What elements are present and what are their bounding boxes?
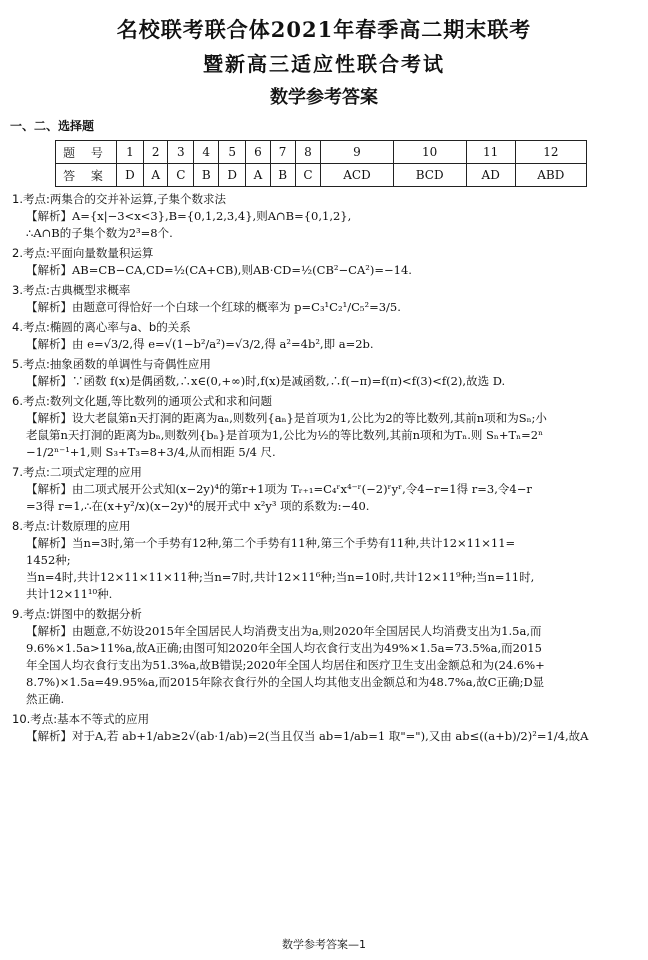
analysis-line: 1452种; — [26, 553, 71, 567]
solution-item — [12, 191, 636, 242]
question-number-row — [56, 141, 587, 164]
answer-cell: ABD — [515, 164, 586, 187]
topic-line: 1.考点:两集合的交并补运算,子集个数求法 — [12, 192, 227, 206]
topic-line: 2.考点:平面向量数量积运算 — [12, 246, 154, 260]
answer-key-title: 数学参考答案 — [270, 87, 378, 108]
analysis-line: 8.7%)×1.5a=49.95%a,而2015年除衣食行外的全国人均其他支出金额总和为48.7%a,故C正确;D显 — [26, 675, 545, 689]
analysis-line: 【解析】对于A,若 ab+1/ab≥2√(ab·1/ab)=2(当且仅当 ab=1/ab=1 取"="),又由 ab≤((a+b)/2)²=1/4,故A — [26, 729, 589, 743]
topic-line: 6.考点:数列文化题,等比数列的通项公式和求和问题 — [12, 394, 272, 408]
analysis-line: 【解析】当n=3时,第一个手势有12种,第二个手势有11种,第三个手势有11种,共计12×11×11= — [26, 536, 516, 550]
question-number: 11 — [466, 141, 515, 164]
question-number: 12 — [515, 141, 586, 164]
analysis-line: 【解析】AB=CB−CA,CD=½(CA+CB),则AB·CD=½(CB²−CA²)=−14. — [26, 263, 412, 277]
answer-cell: BCD — [393, 164, 466, 187]
answer-cell: B — [270, 164, 295, 187]
solution-item — [12, 518, 636, 603]
solutions-body — [12, 191, 636, 745]
row-label: 答 案 — [56, 164, 117, 187]
solution-item — [12, 711, 636, 745]
analysis-line: 9.6%×1.5a>11%a,故A正确;由图可知2020年全国人均衣食行支出为49%×1.5a=73.5%a,而2015 — [26, 641, 542, 655]
answer-cell: D — [117, 164, 144, 187]
topic-line: 3.考点:古典概型求概率 — [12, 283, 131, 297]
solution-item — [12, 356, 636, 390]
answer-cell: C — [168, 164, 194, 187]
exam-title: 名校联考联合体2021年春季高二期末联考 — [116, 17, 532, 42]
topic-line: 5.考点:抽象函数的单调性与奇偶性应用 — [12, 357, 211, 371]
analysis-line: 【解析】由 e=√3/2,得 e=√(1−b²/a²)=√3/2,得 a²=4b²,即 a=2b. — [26, 337, 374, 351]
answer-cell: A — [246, 164, 271, 187]
analysis-line: =3得 r=1,∴在(x+y²/x)(x−2y)⁴的展开式中 x²y³ 项的系数为:−40. — [26, 499, 370, 513]
analysis-line: −1/2ⁿ⁻¹+1,则 S₃+T₃=8+3/4,从而相距 5/4 尺. — [26, 445, 276, 459]
row-label: 题 号 — [56, 141, 117, 164]
analysis-line: ∴A∩B的子集个数为2³=8个. — [26, 226, 173, 240]
question-number: 1 — [117, 141, 144, 164]
solution-item — [12, 393, 636, 461]
topic-line: 8.考点:计数原理的应用 — [12, 519, 131, 533]
answer-cell: B — [194, 164, 219, 187]
solution-item — [12, 282, 636, 316]
question-number: 3 — [168, 141, 194, 164]
topic-line: 9.考点:饼图中的数据分析 — [12, 607, 142, 621]
answer-cell: AD — [466, 164, 515, 187]
topic-line: 7.考点:二项式定理的应用 — [12, 465, 142, 479]
analysis-line: 然正确. — [26, 692, 65, 706]
section-heading: 一、二、选择题 — [10, 119, 95, 133]
solution-item — [12, 319, 636, 353]
topic-line: 4.考点:椭圆的离心率与a、b的关系 — [12, 320, 191, 334]
page-header — [0, 14, 648, 109]
exam-subtitle: 暨新高三适应性联合考试 — [203, 52, 445, 76]
question-number: 8 — [295, 141, 321, 164]
analysis-line: 年全国人均衣食行支出为51.3%a,故B错误;2020年全国人均居住和医疗卫生支出金额总和为(24.6%+ — [26, 658, 545, 672]
analysis-line: 当n=4时,共计12×11×11×11种;当n=7时,共计12×11⁶种;当n=10时,共计12×11⁹种;当n=11时, — [26, 570, 535, 584]
question-number: 9 — [321, 141, 393, 164]
analysis-line: 【解析】A={x|−3<x<3},B={0,1,2,3,4},则A∩B={0,1,2}, — [26, 209, 352, 223]
question-number: 5 — [219, 141, 246, 164]
analysis-line: 共计12×11¹⁰种. — [26, 587, 113, 601]
answer-row — [56, 164, 587, 187]
question-number: 7 — [270, 141, 295, 164]
answer-cell: A — [143, 164, 168, 187]
question-number: 4 — [194, 141, 219, 164]
solution-item — [12, 606, 636, 708]
answer-cell: ACD — [321, 164, 393, 187]
analysis-line: 【解析】由题意可得恰好一个白球一个红球的概率为 p=C₃¹C₂¹/C₅²=3/5. — [26, 300, 401, 314]
analysis-line: 老鼠第n天打洞的距离为bₙ,则数列{bₙ}是首项为1,公比为½的等比数列,其前n项和为Tₙ.则 Sₙ+Tₙ=2ⁿ — [26, 428, 544, 442]
analysis-line: 【解析】由二项式展开公式知(x−2y)⁴的第r+1项为 Tᵣ₊₁=C₄ʳx⁴⁻ʳ(−2)ʳyʳ,令4−r=1得 r=3,令4−r — [26, 482, 532, 496]
answer-cell: C — [295, 164, 321, 187]
answer-cell: D — [219, 164, 246, 187]
question-number: 2 — [143, 141, 168, 164]
solution-item — [12, 245, 636, 279]
question-number: 10 — [393, 141, 466, 164]
answer-table — [55, 140, 587, 187]
analysis-line: 【解析】设大老鼠第n天打洞的距离为aₙ,则数列{aₙ}是首项为1,公比为2的等比数列,其前n项和为Sₙ;小 — [26, 411, 547, 425]
topic-line: 10.考点:基本不等式的应用 — [12, 712, 150, 726]
analysis-line: 【解析】由题意,不妨设2015年全国居民人均消费支出为a,则2020年全国居民人均消费支出为1.5a,而 — [26, 624, 542, 638]
analysis-line: 【解析】∵函数 f(x)是偶函数,∴x∈(0,+∞)时,f(x)是减函数,∴f(−π)=f(π)<f(3)<f(2),故选 D. — [26, 374, 506, 388]
solution-item — [12, 464, 636, 515]
page-footer: 数学参考答案—1 — [282, 938, 366, 951]
question-number: 6 — [246, 141, 271, 164]
